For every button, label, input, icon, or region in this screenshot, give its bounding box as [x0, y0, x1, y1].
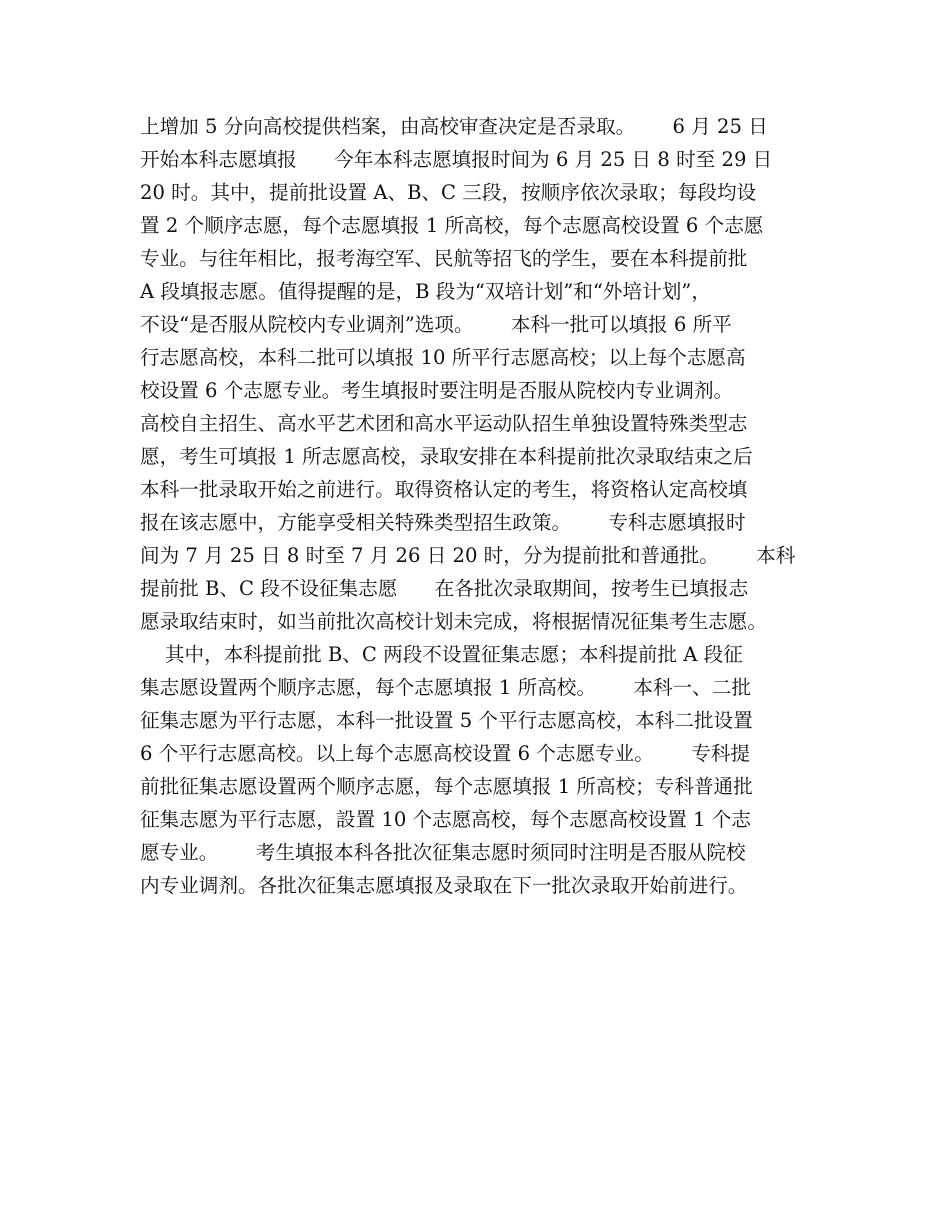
text-line: 置 2 个顺序志愿，每个志愿填报 1 所高校，每个志愿高校设置 6 个志愿: [140, 214, 764, 237]
text-line: 本科一批录取开始之前进行。取得资格认定的考生，将资格认定高校填: [140, 478, 748, 501]
text-line: 20 时。其中，提前批设置 A、B、C 三段，按顺序依次录取；每段均设: [140, 181, 757, 204]
text-line: 愿专业。 考生填报本科各批次征集志愿时须同时注明是否服从院校: [140, 841, 746, 864]
text-line: 愿录取结束时，如当前批次高校计划未完成，将根据情况征集考生志愿。: [140, 610, 767, 633]
text-line: A 段填报志愿。值得提醒的是，B 段为“双培计划”和“外培计划”，: [140, 280, 711, 303]
text-line: 专业。与往年相比，报考海空军、民航等招飞的学生，要在本科提前批: [140, 247, 748, 270]
text-line: 行志愿高校，本科二批可以填报 10 所平行志愿高校；以上每个志愿高: [140, 346, 746, 369]
text-line: 校设置 6 个志愿专业。考生填报时要注明是否服从院校内专业调剂。: [140, 379, 734, 402]
text-line: 前批征集志愿设置两个顺序志愿，每个志愿填报 1 所高校；专科普通批: [140, 775, 753, 798]
text-line: 上增加 5 分向高校提供档案，由高校审查决定是否录取。 6 月 25 日: [140, 115, 768, 138]
text-line: 内专业调剂。各批次征集志愿填报及录取在下一批次录取开始前进行。: [140, 874, 748, 897]
text-line: 报在该志愿中，方能享受相关特殊类型招生政策。 专科志愿填报时: [140, 511, 746, 534]
text-line: 不设“是否服从院校内专业调剂”选项。 本科一批可以填报 6 所平: [140, 313, 732, 336]
text-line: 开始本科志愿填报 今年本科志愿填报时间为 6 月 25 日 8 时至 29 日: [140, 148, 773, 171]
text-line: 征集志愿为平行志愿，設置 10 个志愿高校，每个志愿高校设置 1 个志: [140, 808, 751, 831]
text-line: 其中，本科提前批 B、C 两段不设置征集志愿；本科提前批 A 段征: [140, 643, 743, 666]
text-line: 6 个平行志愿高校。以上每个志愿高校设置 6 个志愿专业。 专科提: [140, 742, 751, 765]
text-line: 愿，考生可填报 1 所志愿高校，录取安排在本科提前批次录取结束之后: [140, 445, 753, 468]
text-line: 间为 7 月 25 日 8 时至 7 月 26 日 20 时，分为提前批和普通批。 本科: [140, 544, 796, 567]
text-line: 集志愿设置两个顺序志愿，每个志愿填报 1 所高校。 本科一、二批: [140, 676, 751, 699]
text-line: 提前批 B、C 段不设征集志愿 在各批次录取期间，按考生已填报志: [140, 577, 749, 600]
text-line: 高校自主招生、高水平艺术团和高水平运动队招生单独设置特殊类型志: [140, 412, 748, 435]
body-text: [140, 110, 830, 902]
text-line: 征集志愿为平行志愿，本科一批设置 5 个平行志愿高校，本科二批设置: [140, 709, 753, 732]
